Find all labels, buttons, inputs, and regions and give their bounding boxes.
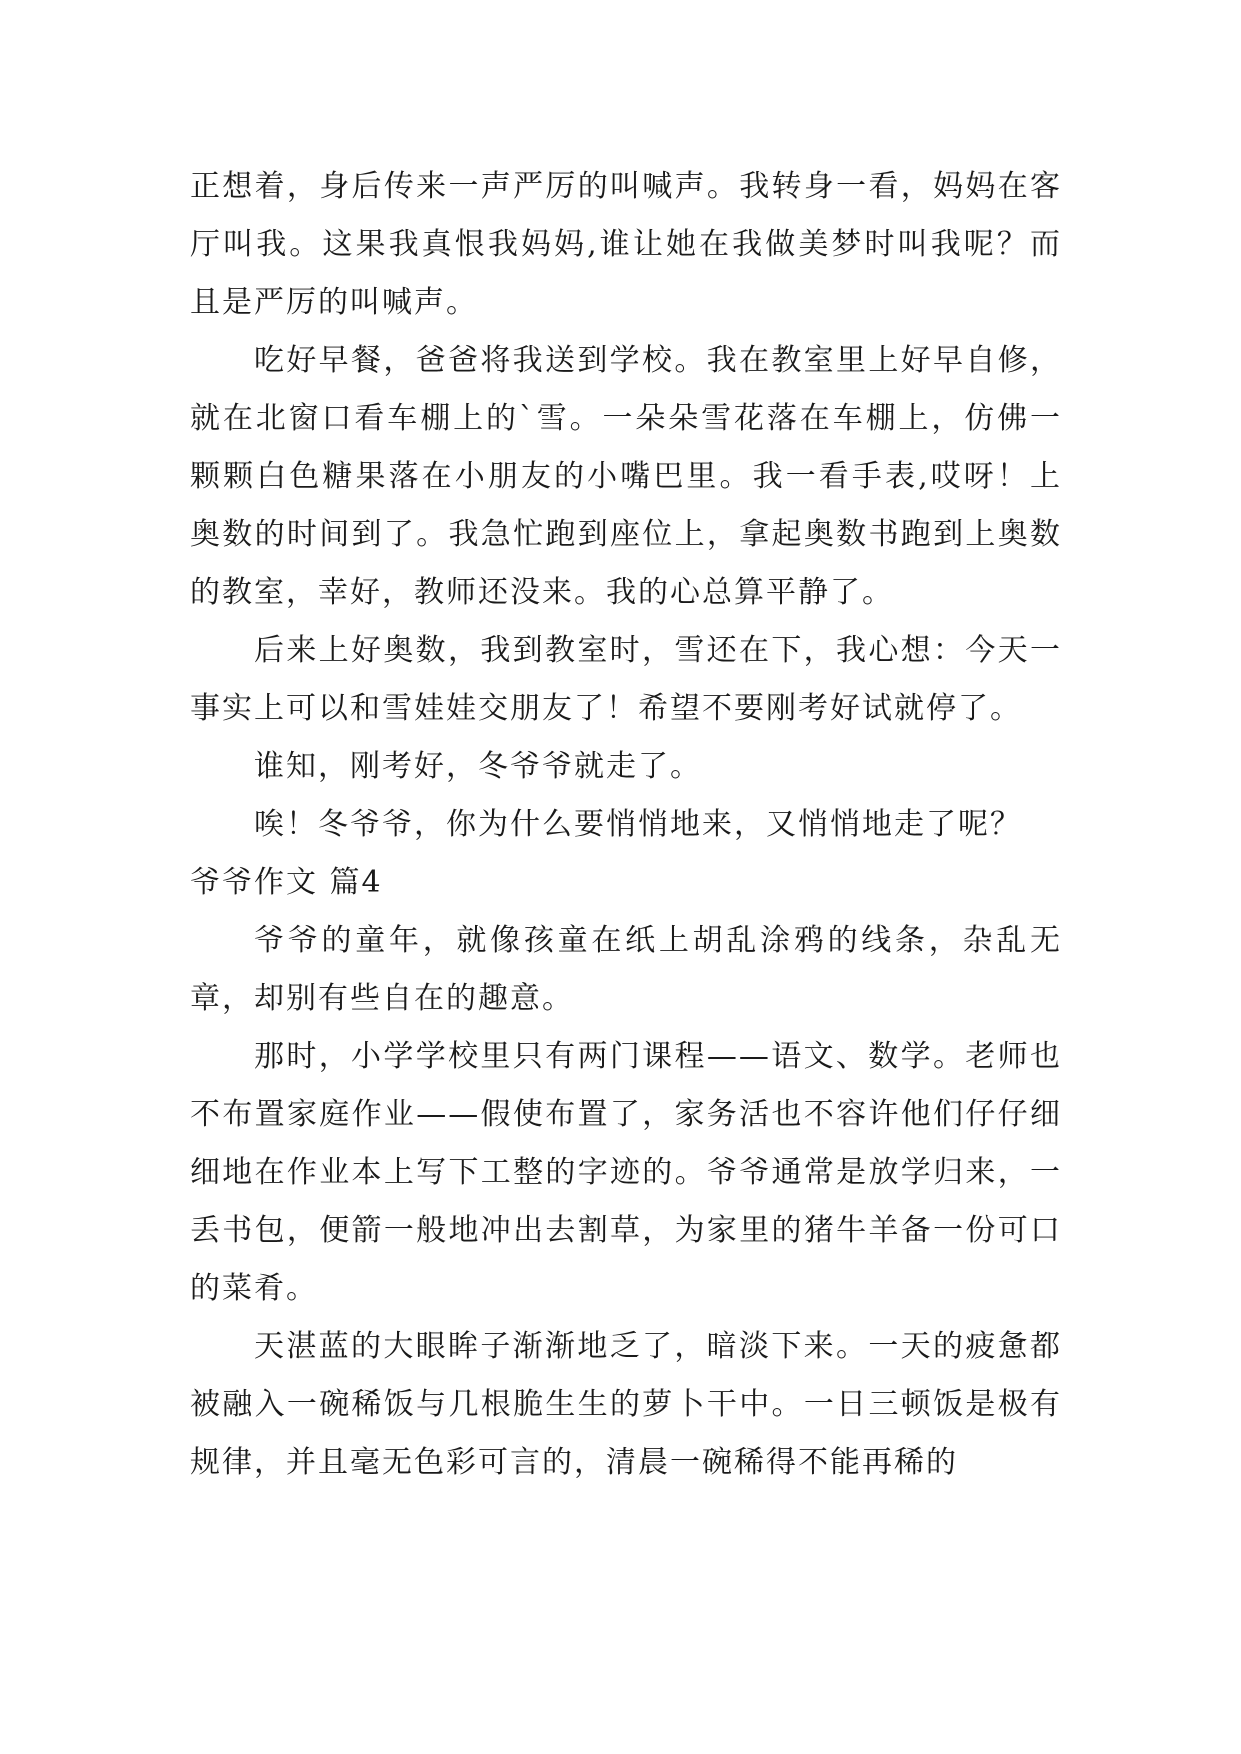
paragraph: 正想着，身后传来一声严厉的叫喊声。我转身一看，妈妈在客厅叫我。这果我真恨我妈妈,谁让她在我做美梦时叫我呢？而且是严厉的叫喊声。	[190, 169, 1062, 320]
paragraph: 吃好早餐，爸爸将我送到学校。我在教室里上好早自修，就在北窗口看车棚上的`雪。一朵朵雪花落在车棚上，仿佛一颗颗白色糖果落在小朋友的小嘴巴里。我一看手表,哎呀！上奥数的时间到了。我急忙跑到座位上，拿起奥数书跑到上奥数的教室，幸好，教师还没来。我的心总算平静了。	[190, 343, 1062, 610]
paragraph: 唉！冬爷爷，你为什么要悄悄地来，又悄悄地走了呢？	[254, 807, 1022, 842]
section-heading: 爷爷作文 篇4	[190, 865, 383, 900]
paragraph: 天湛蓝的大眼眸子渐渐地乏了，暗淡下来。一天的疲惫都被融入一碗稀饭与几根脆生生的萝卜干中。一日三顿饭是极有规律，并且毫无色彩可言的，清晨一碗稀得不能再稀的	[190, 1329, 1062, 1480]
paragraph: 谁知，刚考好，冬爷爷就走了。	[254, 749, 702, 784]
paragraph: 爷爷的童年，就像孩童在纸上胡乱涂鸦的线条，杂乱无章，却别有些自在的趣意。	[190, 923, 1062, 1016]
paragraph: 后来上好奥数，我到教室时，雪还在下，我心想：今天一事实上可以和雪娃娃交朋友了！希望不要刚考好试就停了。	[190, 633, 1062, 726]
article-body	[190, 158, 1062, 1492]
paragraph: 那时，小学学校里只有两门课程——语文、数学。老师也不布置家庭作业——假使布置了，家务活也不容许他们仔仔细细地在作业本上写下工整的字迹的。爷爷通常是放学归来，一丢书包，便箭一般地冲出去割草，为家里的猪牛羊备一份可口的菜肴。	[190, 1039, 1062, 1306]
